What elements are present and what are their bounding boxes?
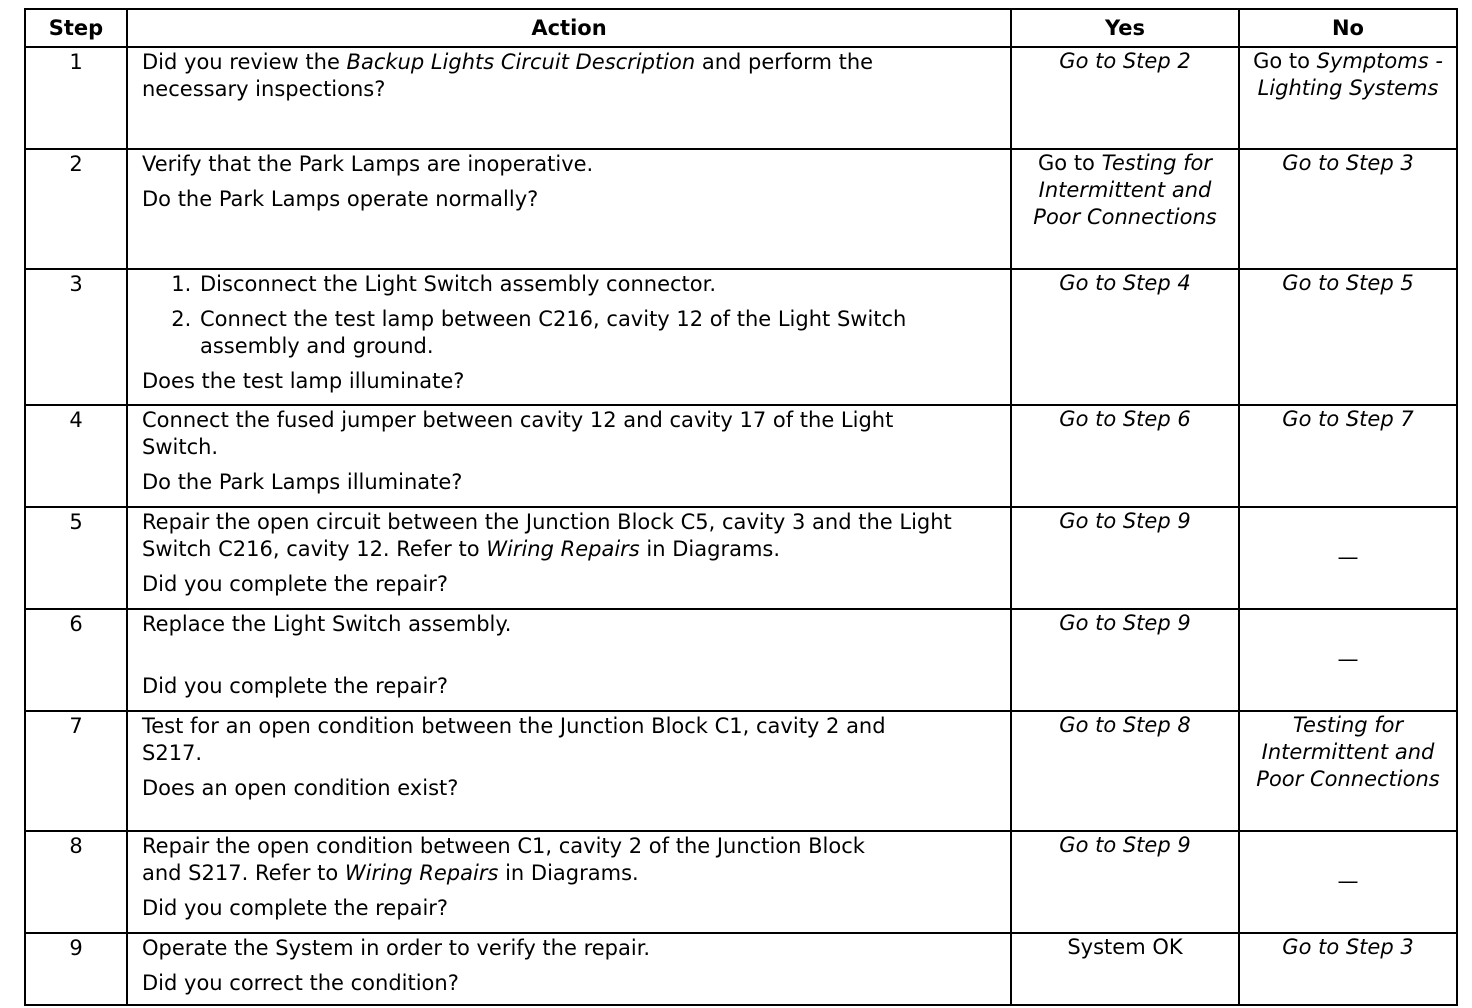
yes-cell [1011, 507, 1239, 609]
action-text: Operate the System in order to verify the repair. [142, 936, 651, 960]
action-text: Replace the Light Switch assembly. [142, 612, 512, 636]
action-text: in Diagrams. [498, 861, 639, 885]
header-action: Action [127, 9, 1011, 47]
action-question: Does an open condition exist? [142, 776, 459, 800]
no-cell [1239, 831, 1457, 933]
action-cell [127, 609, 1011, 711]
table-row [25, 269, 1457, 405]
no-cell [1239, 711, 1457, 831]
action-question: Did you correct the condition? [142, 971, 459, 995]
no-result-reference: Symptoms - Lighting Systems [1257, 49, 1443, 100]
yes-cell [1011, 831, 1239, 933]
action-reference: Backup Lights Circuit Description [346, 50, 696, 74]
action-step-item: 2. Connect the test lamp between C216, cavity 12 of the Light Switch assembly and ground. [198, 306, 1000, 360]
diagnostic-table [24, 8, 1458, 1006]
action-cell [127, 933, 1011, 1005]
yes-cell [1011, 269, 1239, 405]
table-row [25, 609, 1457, 711]
no-cell [1239, 405, 1457, 507]
table-row [25, 149, 1457, 269]
yes-result: Go to Step 9 [1059, 509, 1191, 533]
action-question: Does the test lamp illuminate? [142, 369, 465, 393]
action-text: in Diagrams. [639, 537, 781, 561]
no-result: Go to Step 3 [1282, 935, 1414, 959]
no-result-prefix: Go to [1253, 49, 1317, 73]
step-number: 6 [25, 609, 127, 711]
step-number: 1 [25, 47, 127, 149]
action-steps-list [142, 271, 1000, 360]
yes-result-prefix: Go to [1038, 151, 1102, 175]
step-number: 3 [25, 269, 127, 405]
action-cell [127, 831, 1011, 933]
step-number: 5 [25, 507, 127, 609]
table-row [25, 507, 1457, 609]
step-number: 9 [25, 933, 127, 1005]
action-text: and perform the necessary inspections? [142, 50, 874, 101]
step-number: 4 [25, 405, 127, 507]
no-cell [1239, 933, 1457, 1005]
action-step-item: 1. Disconnect the Light Switch assembly connector. [198, 271, 1000, 298]
action-question: Did you complete the repair? [142, 572, 449, 596]
action-cell [127, 405, 1011, 507]
yes-cell [1011, 609, 1239, 711]
yes-result: Go to Step 9 [1059, 611, 1191, 635]
action-text: Repair the open condition between C1, cavity 2 of the Junction Block and S217. Refer to [142, 834, 865, 885]
no-result: Testing for Intermittent and Poor Connections [1256, 713, 1440, 791]
no-result: Go to Step 3 [1282, 151, 1414, 175]
no-result: — [1337, 646, 1359, 671]
table-row [25, 933, 1457, 1005]
action-text: Did you review the [142, 50, 347, 74]
action-text: Test for an open condition between the Junction Block C1, cavity 2 and S217. [142, 714, 886, 765]
action-text: Repair the open circuit between the Junction Block C5, cavity 3 and the Light Switch C216, cavity 12. Refer to [142, 510, 952, 561]
table-row [25, 711, 1457, 831]
step-number: 7 [25, 711, 127, 831]
action-question: Did you complete the repair? [142, 674, 449, 698]
step-number: 2 [25, 149, 127, 269]
yes-result: Go to Step 4 [1059, 271, 1191, 295]
no-result: — [1337, 868, 1359, 893]
yes-result: Go to Step 2 [1059, 49, 1191, 73]
yes-result: Go to Step 9 [1059, 833, 1191, 857]
action-reference: Wiring Repairs [344, 861, 499, 885]
no-result: — [1337, 544, 1359, 569]
yes-result: Go to Step 6 [1059, 407, 1191, 431]
header-step: Step [25, 9, 127, 47]
action-question: Did you complete the repair? [142, 896, 449, 920]
no-cell [1239, 507, 1457, 609]
action-question: Do the Park Lamps operate normally? [142, 187, 539, 211]
action-cell [127, 47, 1011, 149]
header-row [25, 9, 1457, 47]
no-result: Go to Step 5 [1282, 271, 1414, 295]
no-cell [1239, 609, 1457, 711]
action-cell [127, 269, 1011, 405]
yes-cell [1011, 405, 1239, 507]
yes-cell [1011, 711, 1239, 831]
action-cell [127, 711, 1011, 831]
header-yes: Yes [1011, 9, 1239, 47]
yes-cell [1011, 149, 1239, 269]
no-cell [1239, 149, 1457, 269]
yes-result: Go to Step 8 [1059, 713, 1191, 737]
action-cell [127, 149, 1011, 269]
action-reference: Wiring Repairs [486, 537, 640, 561]
yes-cell [1011, 47, 1239, 149]
table-row [25, 405, 1457, 507]
header-no: No [1239, 9, 1457, 47]
yes-cell [1011, 933, 1239, 1005]
no-cell [1239, 47, 1457, 149]
yes-result-reference: Testing for Intermittent and Poor Connections [1033, 151, 1217, 229]
step-number: 8 [25, 831, 127, 933]
action-text: Verify that the Park Lamps are inoperative. [142, 152, 594, 176]
action-question: Do the Park Lamps illuminate? [142, 470, 463, 494]
action-text: Connect the fused jumper between cavity 12 and cavity 17 of the Light Switch. [142, 408, 894, 459]
table-row [25, 47, 1457, 149]
no-cell [1239, 269, 1457, 405]
no-result: Go to Step 7 [1282, 407, 1414, 431]
action-cell [127, 507, 1011, 609]
table-row [25, 831, 1457, 933]
yes-result: System OK [1067, 935, 1183, 959]
